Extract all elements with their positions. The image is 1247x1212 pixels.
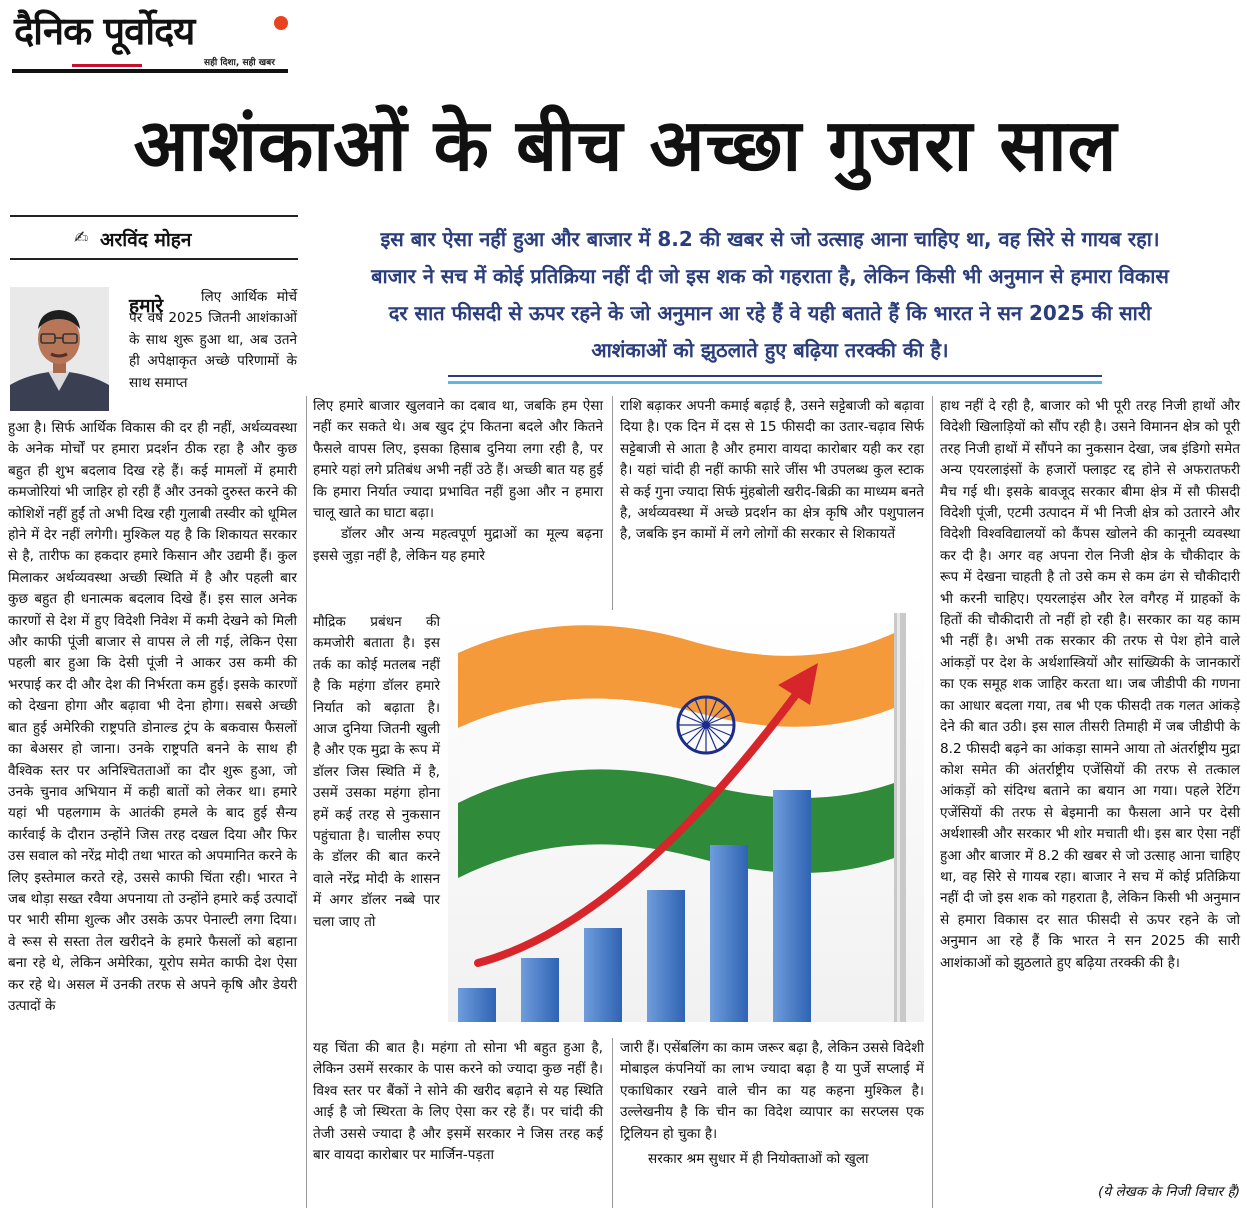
article-text: सरकार श्रम सुधार में ही नियोक्ताओं को खुला (648, 1151, 869, 1168)
logo-dot-icon (274, 16, 288, 30)
author-photo (10, 287, 109, 411)
article-text: हुआ है। सिर्फ आर्थिक विकास की दर ही नहीं, अर्थव्यवस्था के अनेक मोर्चों पर हमारा प्रदर्शन ठीक रहा है और कुछ बहुत ही शुभ बदलाव दिख रहे हैं। कई मामलों में हमारी कमजोरियां भी जाहिर हो रही हैं और उनको दुरुस्त करने की कोशिशें नहीं हुईं तो अभी दिख रही गुलाबी तस्वीर को धूमिल होने में देर नहीं लगेगी। मुश्किल यह है कि शिकायत सरकार से है, तारीफ का हकदार हमारे किसान और उद्यमी हैं। कुल मिलाकर अर्थव्यवस्था अच्छी स्थिति में है और पहली बार कुछ बहुत ही धनात्मक बदलाव दिखे हैं। इस साल अनेक कारणों से देश में हुए विदेशी निवेश में कमी देखने को मिली और काफी पूंजी बाजार से वापस ले ली गई, लेकिन ऐसा पहली बार हुआ कि देसी पूंजी ने आकर उस कमी की भरपाई कर दी और देश की निर्भरता कम हुई। इसके कारणों को देखना होगा और बढ़ावा भी देना होगा। सबसे अच्छी बात हुई अमेरिकी राष्ट्रपति डोनाल्ड ट्रंप के बकवास फैसलों का बेअसर हो जाना। उनके राष्ट्रपति बनने के साथ ही वैश्विक स्तर पर अनिश्चितताओं का दौर शुरू हुआ, जो उनके चुनाव अभियान में कही बातों को लेकर था। हमारे यहां भी पहलगाम के आतंकी हमले के बाद हुई सैन्य कार्रवाई के दौरान उन्होंने जिस तरह दखल दिया और फिर उस सवाल को नरेंद्र मोदी तथा भारत को अपमानित करने के लिए इस्तेमाल करते रहे, उससे काफी चिंता रही। भारत ने जब थोड़ा सख्त रवैया अपनाया तो उन्होंने हमारे कई उत्पादों पर भारी सीमा शुल्क और उसके ऊपर पेनाल्टी लगा दिया। वे रूस से सस्ता तेल खरीदने के हमारे फैसलों को बहाना बना रहे थे, लेकिन अमेरिका, यूरोप समेत काफी देश ऐसा कर रहे थे। असल में उनकी तरफ से अपने कृषि और डेयरी उत्पादों के (8, 420, 297, 1014)
author-name: अरविंद मोहन (100, 229, 192, 251)
article-text: डॉलर और अन्य महत्वपूर्ण मुद्राओं का मूल्य बढ़ना इससे जुड़ा नहीं है, लेकिन यह हमारे (313, 526, 603, 564)
standfirst-accent-rule (448, 381, 1102, 384)
article-text: हाथ नहीं दे रही है, बाजार को भी पूरी तरह निजी हाथों और विदेशी खिलाड़ियों को सौंप रही है। उसने विमानन क्षेत्र को पूरी तरह निजी हाथों में सौंपने का नुकसान देखा, जब इंडिगो समेत अन्य एयरलाइंसों के हजारों फ्लाइट रद्द होने से अफरातफरी मैच गई थी। इसके बावजूद सरकार बीमा क्षेत्र में सौ फीसदी विदेशी पूंजी, एटमी उत्पादन में भी निजी क्षेत्र को उतारने और विदेशी विश्वविद्यालयों को कैंपस खोलने की कानूनी व्यवस्था कर दी है। अगर वह अपना रोल निजी क्षेत्र के चौकीदार के रूप में देखना चाहती है तो उसे कम से कम ढंग से चौकीदारी भी करनी चाहिए। एयरलाइंस और रेल वगैरह में ग्राहकों के हितों की चौकीदारी तो नहीं हो रही है। सरकार का यह काम भी नहीं है। अभी तक सरकार की तरफ से पेश होने वाले आंकड़ों पर देश के अर्थशास्त्रियों और सांख्यिकी के जानकारों का एक समूह शक जाहिर करता था। जब जीडीपी की गणना का आधार बदला गया, तब भी एक फीसदी तक गलत आंकड़े देने की बात उठी। इस साल तीसरी तिमाही में जब जीडीपी के 8.2 फीसदी बढ़ने का आंकड़ा सामने आया तो अंतर्राष्ट्रीय मुद्रा कोश समेत की अंतर्राष्ट्रीय एजेंसियों की तरफ से तत्काल आंकड़ों को संदिग्ध बताने का बयान आ गया। पहले रेटिंग एजेंसियों की तरफ से बेइमानी का फैसला आने पर देसी अर्थशास्त्री और सरकार भी शोर मचाती थी। इस बार ऐसा नहीं हुआ और बाजार में 8.2 की खबर से जो उत्साह आना चाहिए था, वह सिरे से गायब रहा। बाजार ने सच में कोई प्रतिक्रिया नहीं दी जो इस शक को गहराता है, लेकिन किसी भी अनुमान से हमारा विकास दर सात फीसदी से ऊपर रहने के जो अनुमान आ रहे हैं कि भारत ने सन 2025 की सारी आशंकाओं को झुठलाते हुए बढ़िया तरक्की की है। (940, 398, 1240, 971)
article-text: राशि बढ़ाकर अपनी कमाई बढ़ाई है, उसने सट्टेबाजी को बढ़ावा दिया है। एक दिन में दस से 15 फीसदी का उतार-चढ़ाव सिर्फ सट्टेबाजी से आता है और हमारा वायदा कारोबार यही कर रहा है। यहां चांदी ही नहीं काफी सारे जींस भी उपलब्ध कुल स्टाक से कई गुना ज्यादा सिर्फ मुंहबोली खरीद-बिक्री का माध्यम बनते है, अर्थव्यवस्था में अच्छे प्रदर्शन का क्षेत्र कृषि और पशुपालन है, जबकि इन कामों में लगे लोगों की सरकार से शिकायतें (620, 398, 924, 543)
disclaimer: (ये लेखक के निजी विचार हैं) (1098, 1184, 1240, 1200)
article-column-2-narrow (313, 612, 440, 1037)
newspaper-logo: दैनिक पूर्वोदय (14, 9, 195, 53)
column-divider (612, 1038, 613, 1208)
article-column-3-top (620, 396, 924, 610)
article-column-2-bottom (313, 1038, 603, 1208)
column-divider (932, 396, 933, 1208)
column-divider (306, 396, 307, 1208)
article-column-3-bottom (620, 1038, 924, 1208)
article-column-1 (8, 418, 297, 1208)
article-text: जारी हैं। एसेंबलिंग का काम जरूर बढ़ा है, लेकिन उससे विदेशी मोबाइल कंपनियों का लाभ ज्यादा बढ़ा है या पुर्जे सप्लाई में एकाधिकार रखने वाले चीन का यह कहना मुश्किल है। उल्लेखनीय है कि चीन का विदेश व्यापार का सरप्लस एक ट्रिलियन हो चुका है। (620, 1040, 924, 1142)
standfirst: इस बार ऐसा नहीं हुआ और बाजार में 8.2 की खबर से जो उत्साह आना चाहिए था, वह सिरे से गायब रहा। बाजार ने सच में कोई प्रतिक्रिया नहीं दी जो इस शक को गहराता है, लेकिन किसी भी अनुमान से हमारा विकास दर सात फीसदी से ऊपर रहने के जो अनुमान आ रहे हैं वे यही बताते हैं कि भारत ने सन 2025 की सारी आशंकाओं को झुठलाते हुए बढ़िया तरक्की की है। (371, 227, 1169, 362)
standfirst-rule (448, 375, 1102, 377)
article-text: लिए आर्थिक मोर्चे पर वर्ष 2025 जितनी आशंकाओं के साथ शुरू हुआ था, अब उतने ही अपेक्षाकृत अच्छे परिणामों के साथ समाप्त (129, 289, 297, 391)
pen-icon: ✍ (74, 228, 89, 248)
flag-growth-illustration (448, 613, 924, 1022)
article-text: यह चिंता की बात है। महंगा तो सोना भी बहुत हुआ है, लेकिन उसमें सरकार के पास करने को ज्यादा कुछ नहीं है। विश्व स्तर पर बैंकों ने सोने की खरीद बढ़ाने से यह स्थिति आई है जो स्थिरता के लिए ऐसा कर रहे हैं। पर चांदी की तेजी उससे ज्यादा है और इसमें सरकार ने जिस तरह कई बार वायदा कारोबार पर मार्जिन-पड़ता (313, 1040, 603, 1164)
column-divider (612, 396, 613, 610)
logo-accent (72, 64, 142, 67)
byline (10, 215, 298, 260)
lead-word: हमारे (129, 295, 164, 317)
article-column-1-top (129, 287, 297, 411)
headline: आशंकाओं के बीच अच्छा गुजरा साल (133, 103, 1118, 187)
newspaper-tagline: सही दिशा, सही खबर (204, 58, 275, 68)
masthead (12, 8, 288, 72)
article-column-4 (940, 396, 1240, 1182)
masthead-rule (12, 69, 288, 73)
article-column-2-top (313, 396, 603, 614)
article-text: लिए हमारे बाजार खुलवाने का दबाव था, जबकि हम ऐसा नहीं कर सकते थे। अब खुद ट्रंप कितना बदले और कितने फैसले वापस लिए, इसका हिसाब दुनिया लगा रही है, पर हमारे यहां लगे प्रतिबंध अभी नहीं उठे हैं। अच्छी बात यह हुई कि हमारा निर्यात ज्यादा प्रभावित नहीं हुआ और न हमारा चालू खाते का घाटा बढ़ा। (313, 398, 603, 522)
article-text: मौद्रिक प्रबंधन की कमजोरी बताता है। इस तर्क का कोई मतलब नहीं है कि महंगा डॉलर हमारे निर्यात को बढ़ाता है। आज दुनिया जितनी खुली है और एक मुद्रा के रूप में डॉलर जिस स्थिति में है, उसमें उसका महंगा होना हमें कई तरह से नुकसान पहुंचाता है। चालीस रुपए के डॉलर की बात करने वाले नरेंद्र मोदी के शासन में अगर डॉलर नब्बे पार चला जाए तो (313, 614, 440, 930)
